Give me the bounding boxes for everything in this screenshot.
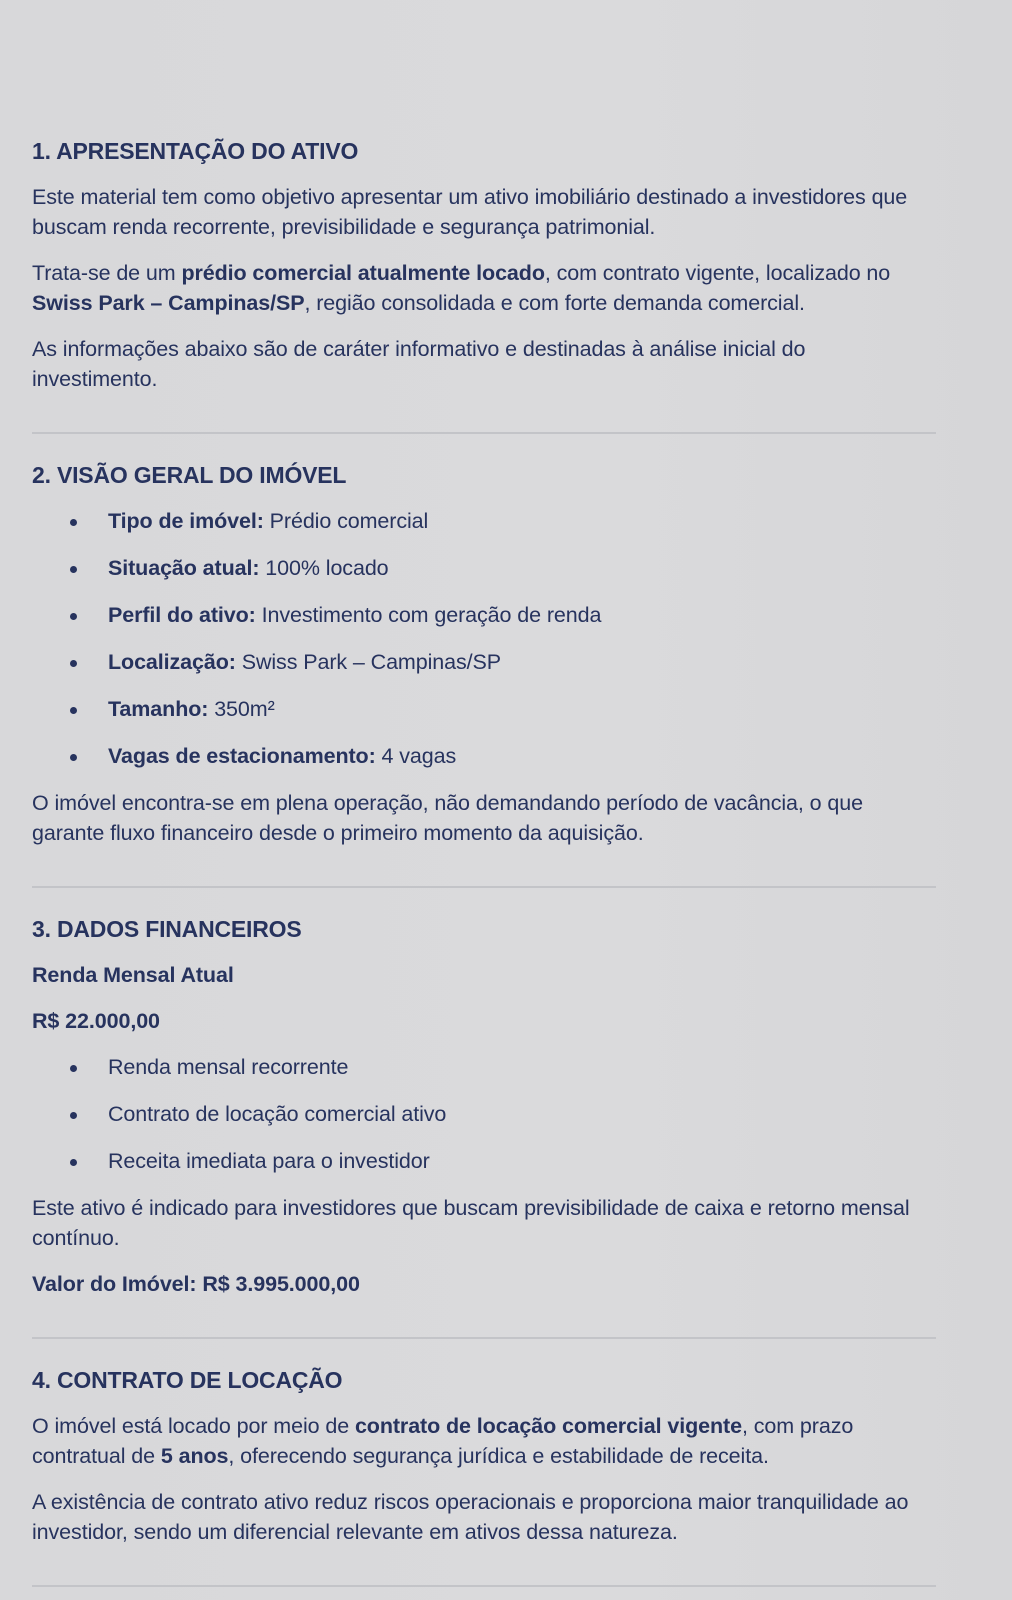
bullet-icon — [70, 1159, 77, 1166]
list-item — [32, 1099, 936, 1129]
section-1-paragraph-1: Este material tem como objetivo apresentar um ativo imobiliário destinado a investidores que buscam renda recorrente, previsibilidade e segurança patrimonial. — [32, 185, 908, 239]
bold-fragment: contrato de locação comercial vigente — [354, 1414, 742, 1438]
item-text: Contrato de locação comercial ativo — [108, 1102, 447, 1126]
bullet-icon — [70, 660, 77, 667]
bullet-icon — [70, 519, 77, 526]
bullet-icon — [70, 1112, 77, 1119]
list-item — [32, 647, 936, 677]
item-text: Renda mensal recorrente — [108, 1055, 349, 1079]
item-label: Situação atual: — [108, 556, 260, 580]
item-label: Tamanho: — [108, 697, 209, 721]
item-value: 350m² — [208, 697, 275, 721]
text-fragment: , com prazo contratual de — [32, 1414, 854, 1468]
section-divider — [32, 1585, 936, 1587]
item-label: Tipo de imóvel: — [108, 509, 264, 533]
item-label: Localização: — [108, 650, 236, 674]
section-1-paragraph-3: As informações abaixo são de caráter informativo e destinadas à análise inicial do investimento. — [32, 337, 806, 391]
section-dados-financeiros — [32, 914, 936, 1299]
section-apresentacao — [32, 136, 936, 394]
bold-fragment: prédio comercial atualmente locado — [181, 261, 545, 285]
section-visao-geral — [32, 460, 936, 848]
text-fragment: , com contrato vigente, localizado no — [544, 261, 891, 285]
list-item — [32, 600, 936, 630]
section-3-paragraph-1: Este ativo é indicado para investidores que buscam previsibilidade de caixa e retorno mensal contínuo. — [32, 1196, 910, 1250]
item-value: 4 vagas — [375, 744, 457, 768]
section-3-title: 3. DADOS FINANCEIROS — [32, 916, 302, 942]
section-1-title: 1. APRESENTAÇÃO DO ATIVO — [32, 138, 359, 164]
bullet-icon — [70, 1065, 77, 1072]
section-2-paragraph-1: O imóvel encontra-se em plena operação, não demandando período de vacância, o que garante fluxo financeiro desde o primeiro momento da aquisição. — [32, 791, 863, 845]
text-fragment: O imóvel está locado por meio de — [32, 1414, 355, 1438]
section-1-paragraph-2 — [32, 258, 936, 318]
document-content — [32, 136, 936, 1587]
section-4-paragraph-1 — [32, 1411, 936, 1471]
list-item — [32, 694, 936, 724]
property-value: Valor do Imóvel: R$ 3.995.000,00 — [32, 1272, 360, 1296]
item-value: Swiss Park – Campinas/SP — [235, 650, 501, 674]
list-item — [32, 1146, 936, 1176]
item-value: Investimento com geração de renda — [255, 603, 602, 627]
bullet-icon — [70, 707, 77, 714]
text-fragment: , região consolidada e com forte demanda comercial. — [304, 291, 805, 315]
section-2-title: 2. VISÃO GERAL DO IMÓVEL — [32, 462, 347, 488]
section-4-title: 4. CONTRATO DE LOCAÇÃO — [32, 1367, 343, 1393]
section-divider — [32, 432, 936, 434]
item-value: 100% locado — [259, 556, 389, 580]
list-item — [32, 553, 936, 583]
bold-fragment: 5 anos — [160, 1444, 229, 1468]
list-item — [32, 506, 936, 536]
item-label: Perfil do ativo: — [108, 603, 256, 627]
item-value: Prédio comercial — [263, 509, 429, 533]
section-divider — [32, 886, 936, 888]
item-text: Receita imediata para o investidor — [108, 1149, 430, 1173]
text-fragment: Trata-se de um — [32, 261, 182, 285]
bullet-icon — [70, 566, 77, 573]
item-label: Vagas de estacionamento: — [108, 744, 376, 768]
bold-fragment: Swiss Park – Campinas/SP — [32, 291, 305, 315]
financial-highlights-list — [32, 1052, 936, 1176]
bullet-icon — [70, 613, 77, 620]
section-4-paragraph-2: A existência de contrato ativo reduz riscos operacionais e proporciona maior tranquilidade ao investidor, sendo um diferencial relevante em ativos dessa natureza. — [32, 1490, 909, 1544]
list-item — [32, 741, 936, 771]
monthly-income-amount: R$ 22.000,00 — [32, 1009, 160, 1033]
text-fragment: , oferecendo segurança jurídica e estabilidade de receita. — [228, 1444, 769, 1468]
list-item — [32, 1052, 936, 1082]
bullet-icon — [70, 754, 77, 761]
section-contrato-locacao — [32, 1365, 936, 1547]
property-details-list — [32, 506, 936, 771]
section-divider — [32, 1337, 936, 1339]
monthly-income-subtitle: Renda Mensal Atual — [32, 963, 234, 987]
